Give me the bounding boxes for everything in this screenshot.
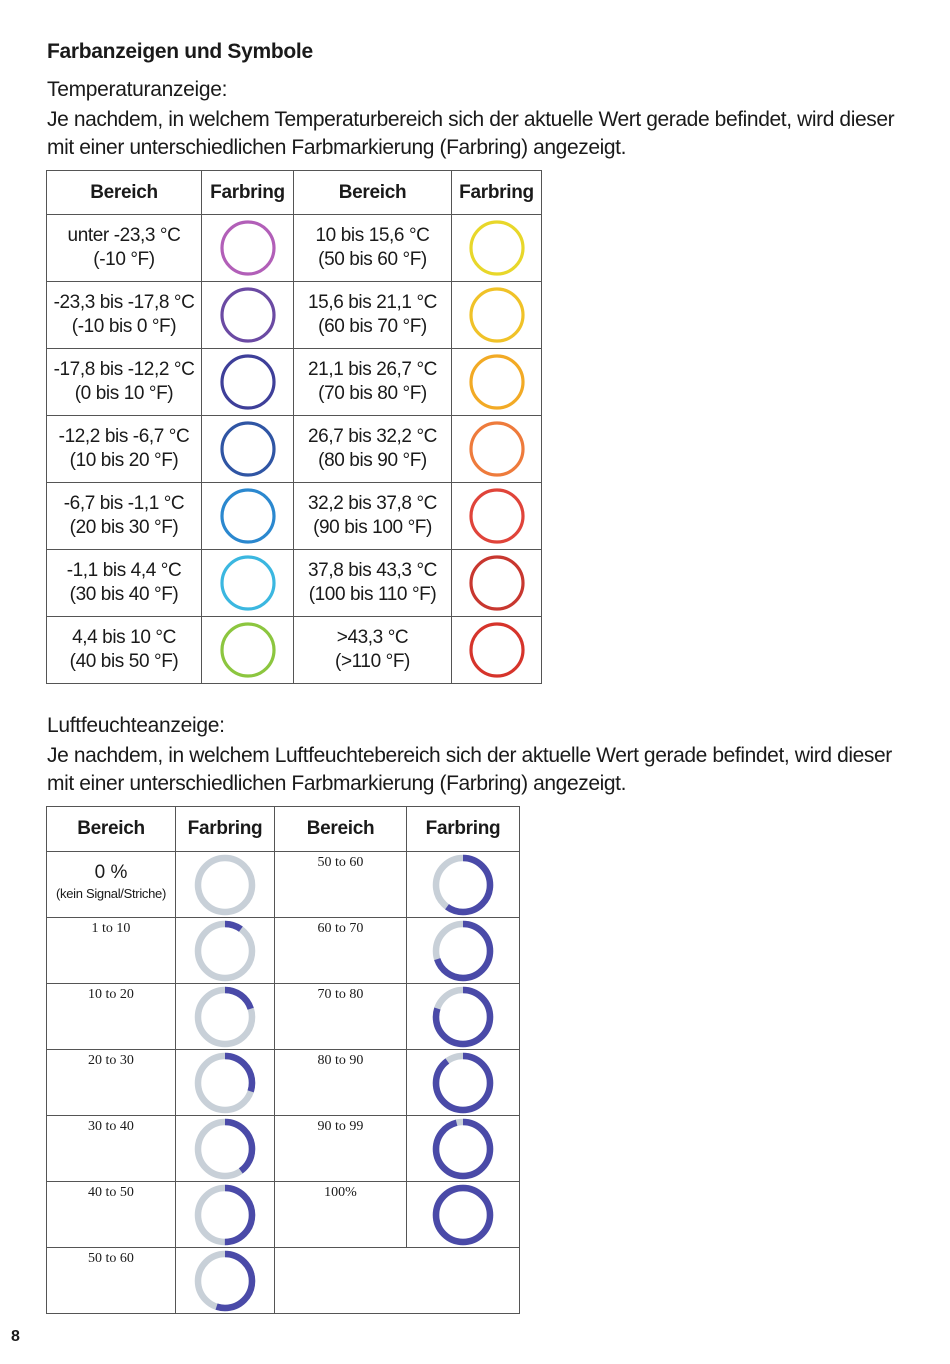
color-ring-icon xyxy=(218,486,278,546)
page-heading: Farbanzeigen und Symbole xyxy=(47,40,313,63)
temp-ring-cell xyxy=(452,282,542,349)
hum-header-range-1: Bereich xyxy=(47,807,176,852)
temperature-color-table xyxy=(46,170,542,684)
hum-ring-cell xyxy=(176,1248,275,1314)
hum-ring-cell xyxy=(176,1182,275,1248)
temp-table-row xyxy=(47,617,542,684)
hum-range-label: 90 to 99 xyxy=(275,1116,407,1182)
color-ring-icon xyxy=(467,620,527,680)
temp-range-cell xyxy=(47,550,202,617)
temp-range-celsius: 4,4 bis 10 °C xyxy=(72,627,176,648)
hum-table-row xyxy=(47,918,520,984)
hum-ring-cell xyxy=(176,852,275,918)
temp-header-range-1: Bereich xyxy=(47,171,202,215)
hum-header-ring-1: Farbring xyxy=(176,807,275,852)
temp-range-celsius: 37,8 bis 43,3 °C xyxy=(307,560,437,581)
hum-ring-cell xyxy=(407,852,520,918)
ring-fill-arc xyxy=(436,1188,490,1242)
ring-stroke xyxy=(471,490,523,542)
temperature-description: Je nachdem, in welchem Temperaturbereich sich der aktuelle Wert gerade befindet, wird dieser mit einer unterschiedlichen Farbmarkierung (Farbring) angezeigt. xyxy=(47,108,895,159)
ring-stroke xyxy=(222,356,274,408)
temp-header-range-2: Bereich xyxy=(294,171,452,215)
humidity-ring-icon xyxy=(431,985,495,1049)
temp-range-fahrenheit: (10 bis 20 °F) xyxy=(69,450,179,471)
temp-range-cell xyxy=(294,617,452,684)
hum-zero-note: (kein Signal/Striche) xyxy=(55,886,167,901)
temp-table-row xyxy=(47,550,542,617)
temp-range-celsius: -12,2 bis -6,7 °C xyxy=(58,426,190,447)
humidity-ring-icon xyxy=(193,919,257,983)
temp-range-cell xyxy=(47,282,202,349)
humidity-ring-icon xyxy=(431,1051,495,1115)
hum-range-label: 100% xyxy=(275,1182,407,1248)
temp-range-cell xyxy=(47,483,202,550)
color-ring-icon xyxy=(467,285,527,345)
color-ring-icon xyxy=(467,553,527,613)
hum-table-row xyxy=(47,1248,520,1314)
temp-range-celsius: 15,6 bis 21,1 °C xyxy=(307,292,437,313)
hum-range-label: 50 to 60 xyxy=(47,1248,176,1314)
humidity-ring-icon xyxy=(431,1117,495,1181)
ring-stroke xyxy=(471,356,523,408)
humidity-section-title: Luftfeuchteanzeige: xyxy=(47,714,225,737)
ring-fill-arc xyxy=(436,1122,490,1176)
temp-range-fahrenheit: (-10 bis 0 °F) xyxy=(71,316,177,337)
ring-stroke xyxy=(222,222,274,274)
hum-ring-cell xyxy=(407,918,520,984)
hum-ring-cell xyxy=(176,918,275,984)
ring-stroke xyxy=(222,624,274,676)
temp-range-fahrenheit: (20 bis 30 °F) xyxy=(69,517,179,538)
temp-ring-cell xyxy=(452,215,542,282)
color-ring-icon xyxy=(218,352,278,412)
hum-ring-cell xyxy=(176,1116,275,1182)
ring-stroke xyxy=(222,289,274,341)
temp-range-celsius: 26,7 bis 32,2 °C xyxy=(307,426,437,447)
hum-zero-label: 0 % xyxy=(94,862,128,883)
color-ring-icon xyxy=(218,285,278,345)
humidity-ring-icon xyxy=(431,1183,495,1247)
temp-ring-cell xyxy=(452,550,542,617)
hum-ring-cell xyxy=(407,1050,520,1116)
humidity-ring-icon xyxy=(193,1183,257,1247)
temp-range-cell xyxy=(47,416,202,483)
humidity-ring-icon xyxy=(431,853,495,917)
temp-range-cell xyxy=(47,215,202,282)
page-number: 8 xyxy=(11,1328,20,1345)
humidity-ring-icon xyxy=(431,919,495,983)
hum-ring-cell xyxy=(176,1050,275,1116)
temp-range-fahrenheit: (100 bis 110 °F) xyxy=(308,584,437,605)
temp-range-fahrenheit: (80 bis 90 °F) xyxy=(318,450,427,471)
color-ring-icon xyxy=(218,218,278,278)
temp-range-celsius: -1,1 bis 4,4 °C xyxy=(66,560,182,581)
ring-stroke xyxy=(471,289,523,341)
color-ring-icon xyxy=(218,419,278,479)
temp-ring-cell xyxy=(452,617,542,684)
temp-ring-cell xyxy=(202,416,294,483)
hum-header-ring-2: Farbring xyxy=(407,807,520,852)
hum-table-row xyxy=(47,984,520,1050)
hum-ring-cell xyxy=(407,1182,520,1248)
ring-stroke xyxy=(471,557,523,609)
temp-range-celsius: -23,3 bis -17,8 °C xyxy=(53,292,195,313)
temp-range-cell xyxy=(294,215,452,282)
temp-range-celsius: -17,8 bis -12,2 °C xyxy=(53,359,195,380)
hum-range-label: 50 to 60 xyxy=(275,852,407,918)
temp-range-celsius: -6,7 bis -1,1 °C xyxy=(63,493,185,514)
hum-range-label: 40 to 50 xyxy=(47,1182,176,1248)
temp-range-cell xyxy=(294,550,452,617)
hum-ring-cell xyxy=(176,984,275,1050)
temp-range-fahrenheit: (30 bis 40 °F) xyxy=(69,584,179,605)
hum-table-row xyxy=(47,1182,520,1248)
ring-stroke xyxy=(222,423,274,475)
hum-range-label: 1 to 10 xyxy=(47,918,176,984)
color-ring-icon xyxy=(467,419,527,479)
temp-range-cell xyxy=(294,282,452,349)
ring-stroke xyxy=(222,557,274,609)
temp-range-fahrenheit: (40 bis 50 °F) xyxy=(69,651,179,672)
hum-range-label: 60 to 70 xyxy=(275,918,407,984)
humidity-ring-icon xyxy=(193,1051,257,1115)
hum-header-range-2: Bereich xyxy=(275,807,407,852)
temp-range-fahrenheit: (90 bis 100 °F) xyxy=(313,517,432,538)
temp-ring-cell xyxy=(202,349,294,416)
ring-stroke xyxy=(222,490,274,542)
temp-range-fahrenheit: (0 bis 10 °F) xyxy=(74,383,174,404)
temp-range-cell xyxy=(47,349,202,416)
humidity-description: Je nachdem, in welchem Luftfeuchtebereich sich der aktuelle Wert gerade befindet, wird dieser mit einer unterschiedlichen Farbmarkierung (Farbring) angezeigt. xyxy=(47,744,892,795)
temp-range-celsius: 10 bis 15,6 °C xyxy=(315,225,430,246)
temp-range-fahrenheit: (-10 °F) xyxy=(93,249,155,270)
temp-range-celsius: 32,2 bis 37,8 °C xyxy=(307,493,437,514)
temp-range-cell xyxy=(294,349,452,416)
temp-range-fahrenheit: (>110 °F) xyxy=(335,651,410,672)
temp-range-celsius: unter -23,3 °C xyxy=(67,225,181,246)
color-ring-icon xyxy=(467,486,527,546)
color-ring-icon xyxy=(467,218,527,278)
hum-range-cell xyxy=(47,852,176,918)
temp-table-row xyxy=(47,483,542,550)
color-ring-icon xyxy=(218,553,278,613)
temp-ring-cell xyxy=(452,349,542,416)
temperature-section-title: Temperaturanzeige: xyxy=(47,78,228,101)
hum-range-label: 70 to 80 xyxy=(275,984,407,1050)
temp-ring-cell xyxy=(202,282,294,349)
ring-track xyxy=(198,924,252,978)
ring-track xyxy=(198,858,252,912)
hum-table-row xyxy=(47,1050,520,1116)
temp-ring-cell xyxy=(202,215,294,282)
temp-ring-cell xyxy=(202,617,294,684)
humidity-ring-icon xyxy=(193,1249,257,1313)
ring-fill-arc xyxy=(436,1056,490,1110)
humidity-ring-icon xyxy=(193,853,257,917)
temp-range-cell xyxy=(47,617,202,684)
temp-ring-cell xyxy=(452,483,542,550)
hum-ring-cell xyxy=(407,984,520,1050)
temp-range-fahrenheit: (50 bis 60 °F) xyxy=(318,249,427,270)
temp-header-ring-2: Farbring xyxy=(452,171,542,215)
ring-stroke xyxy=(471,423,523,475)
temp-range-fahrenheit: (70 bis 80 °F) xyxy=(318,383,427,404)
temp-ring-cell xyxy=(452,416,542,483)
temp-range-celsius: >43,3 °C xyxy=(336,627,409,648)
hum-range-label: 10 to 20 xyxy=(47,984,176,1050)
temp-range-cell xyxy=(294,483,452,550)
hum-table-row xyxy=(47,1116,520,1182)
hum-range-label: 20 to 30 xyxy=(47,1050,176,1116)
hum-ring-cell xyxy=(407,1116,520,1182)
color-ring-icon xyxy=(467,352,527,412)
temp-ring-cell xyxy=(202,483,294,550)
temp-table-row xyxy=(47,282,542,349)
empty-cell xyxy=(275,1248,520,1314)
humidity-ring-icon xyxy=(193,985,257,1049)
color-ring-icon xyxy=(218,620,278,680)
ring-stroke xyxy=(471,624,523,676)
temp-header-ring-1: Farbring xyxy=(202,171,294,215)
temp-table-row xyxy=(47,349,542,416)
temp-table-row xyxy=(47,215,542,282)
ring-stroke xyxy=(471,222,523,274)
temp-table-row xyxy=(47,416,542,483)
temp-ring-cell xyxy=(202,550,294,617)
hum-range-label: 80 to 90 xyxy=(275,1050,407,1116)
temp-range-fahrenheit: (60 bis 70 °F) xyxy=(318,316,427,337)
temp-range-cell xyxy=(294,416,452,483)
humidity-color-table xyxy=(46,806,520,1314)
humidity-ring-icon xyxy=(193,1117,257,1181)
temp-range-celsius: 21,1 bis 26,7 °C xyxy=(307,359,437,380)
hum-table-row xyxy=(47,852,520,918)
hum-range-label: 30 to 40 xyxy=(47,1116,176,1182)
